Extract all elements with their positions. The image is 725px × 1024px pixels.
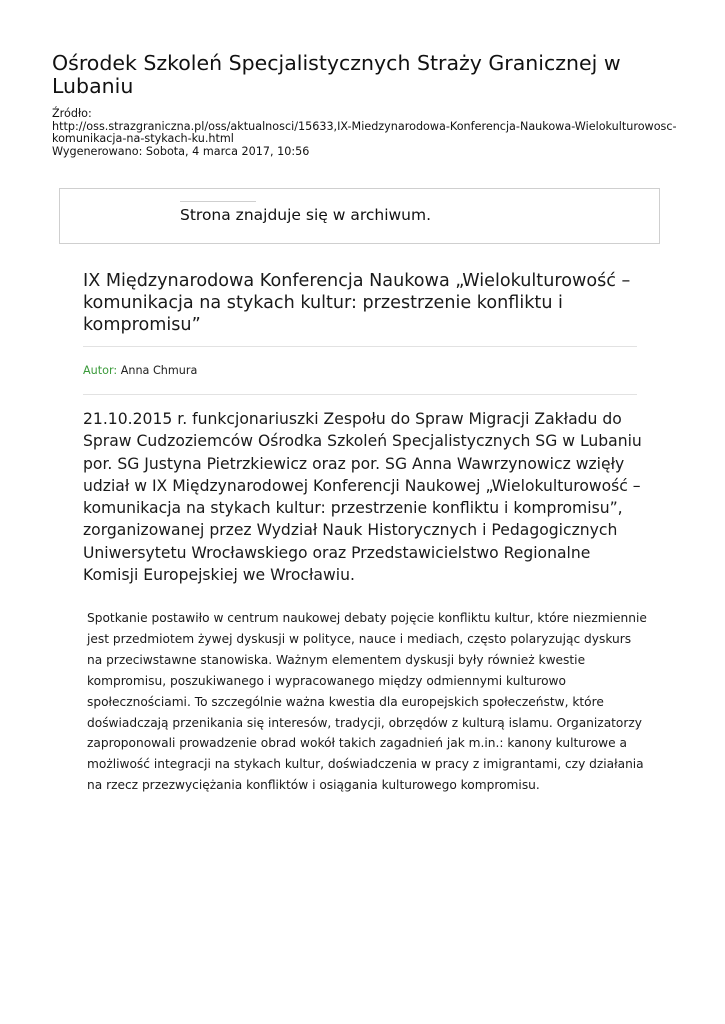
archive-box-rule: [180, 201, 256, 202]
archive-notice: Strona znajduje się w archiwum.: [180, 206, 432, 224]
author-divider: [83, 394, 637, 395]
article-title: IX Międzynarodowa Konferencja Naukowa „Wielokulturowość – komunikacja na stykach kultur: przestrzenie konfliktu i kompromisu”: [83, 271, 631, 335]
title-divider: [83, 346, 637, 347]
author-line: [83, 364, 197, 378]
article-lead: 21.10.2015 r. funkcjonariuszki Zespołu do Spraw Migracji Zakładu do Spraw Cudzoziemców Ośrodka Szkoleń Specjalistycznych SG w Lubaniu por. SG Justyna Pietrzkiewicz oraz por. SG Anna Wawrzynowicz wzięły udział w IX Międzynarodowej Konferencji Naukowej „Wielokulturowość – komunikacja na stykach kultur: przestrzenie konfliktu i kompromisu”, zorganizowanej przez Wydział Nauk Historycznych i Pedagogicznych Uniwersytetu Wrocławskiego oraz Przedstawicielstwo Regionalne Komisji Europejskiej we Wrocławiu.: [83, 410, 642, 585]
source-url: http://oss.strazgraniczna.pl/oss/aktualnosci/15633,IX-Miedzynarodowa-Konferencja-Naukowa-Wielokulturowosc-komunikacja-na-stykach-ku.html: [52, 119, 677, 145]
author-name: Anna Chmura: [120, 364, 198, 377]
article-body: Spotkanie postawiło w centrum naukowej debaty pojęcie konfliktu kultur, które niezmiennie jest przedmiotem żywej dyskusji w polityce, nauce i mediach, często polaryzując dyskurs na przeciwstawne stanowiska. Ważnym elementem dyskusji były również kwestie kompromisu, poszukiwanego i wypracowanego między odmiennymi kulturowo społecznościami. To szczególnie ważna kwestia dla europejskich społeczeństw, które doświadczają przenikania się interesów, tradycji, obrzędów z kulturą islamu. Organizatorzy zaproponowali prowadzenie obrad wokół takich zagadnień jak m.in.: kanony kulturowe a możliwość integracji na stykach kultur, doświadczenia w pracy z imigrantami, czy działania na rzecz przezwyciężania konfliktów i osiągania kulturowego kompromisu.: [87, 611, 647, 793]
source-label: Źródło:: [52, 107, 92, 120]
page-title: Ośrodek Szkoleń Specjalistycznych Straży Granicznej w Lubaniu: [52, 51, 621, 98]
author-label: Autor:: [83, 364, 118, 377]
source-info: [52, 108, 677, 158]
generated-date: Wygenerowano: Sobota, 4 marca 2017, 10:56: [52, 144, 310, 158]
archive-notice-box: [59, 188, 660, 244]
